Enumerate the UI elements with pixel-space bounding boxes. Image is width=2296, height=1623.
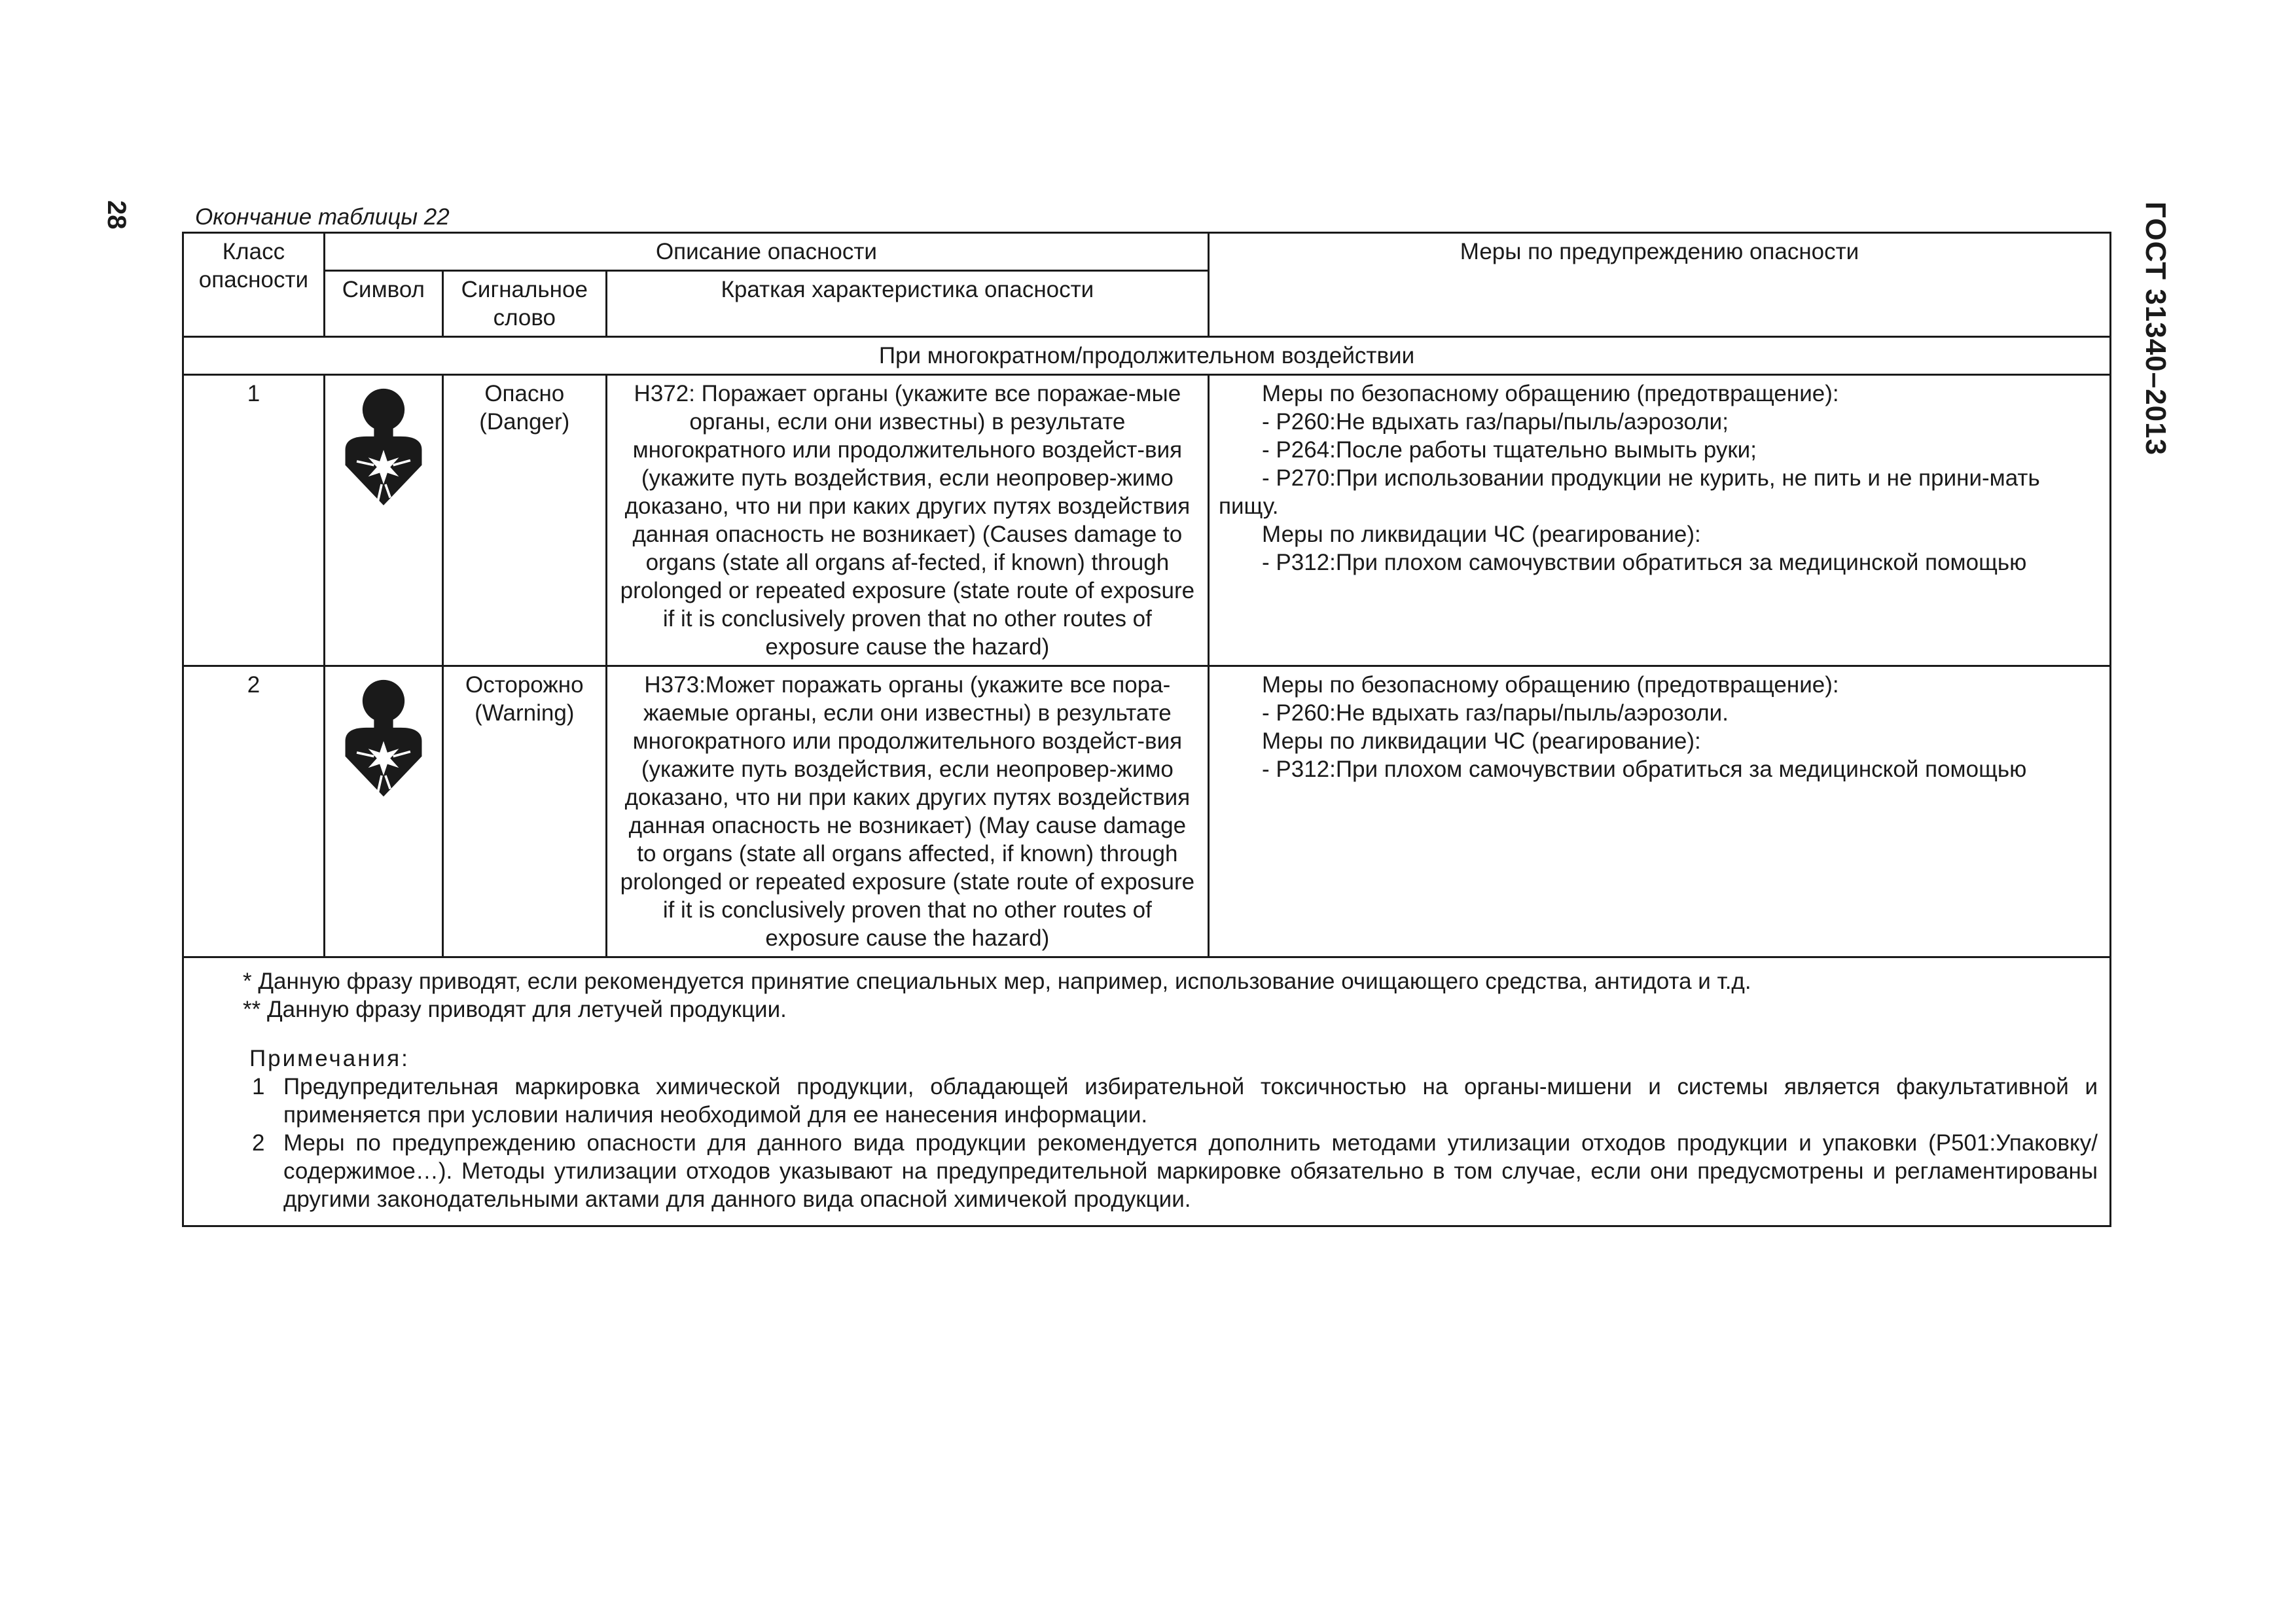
measure-line: - P260:Не вдыхать газ/пары/пыль/аэрозоли. (1262, 700, 1729, 726)
signal-cell: Осторожно (Warning) (442, 666, 606, 957)
measure-line: - P260:Не вдыхать газ/пары/пыль/аэрозоли; (1262, 409, 1729, 435)
measure-line: - P312:При плохом самочувствии обратиться за медицинской помощью (1262, 757, 2027, 782)
document-code: ГОСТ 31340–2013 (2140, 202, 2172, 456)
measure-line: Меры по безопасному обращению (предотвращение): (1262, 672, 1839, 698)
note-number: 2 (252, 1130, 265, 1156)
table-caption: Окончание таблицы 22 (195, 204, 450, 230)
hazard-table (182, 232, 2111, 1227)
section-row (183, 337, 2111, 375)
measure-line: - P264:После работы тщательно вымыть руки; (1262, 437, 1757, 463)
header-signal: Сигнальное слово (442, 271, 606, 337)
measures-cell (1209, 666, 2111, 957)
measure-line: - P270:При использовании продукции не курить, не пить и не прини-мать пищу. (1219, 465, 2040, 519)
class-cell: 2 (183, 666, 325, 957)
header-brief: Краткая характеристика опасности (606, 271, 1208, 337)
table-row (183, 666, 2111, 957)
symbol-cell (324, 375, 442, 666)
measures-cell (1209, 375, 2111, 666)
symbol-cell (324, 666, 442, 957)
footnote: * Данную фразу приводят, если рекомендуется принятие специальных мер, например, использование очищающего средства, антидота и т.д. (243, 969, 1751, 994)
measure-line: Меры по ликвидации ЧС (реагирование): (1262, 522, 1701, 547)
measure-line: - P312:При плохом самочувствии обратиться за медицинской помощью (1262, 550, 2027, 575)
measure-line: Меры по безопасному обращению (предотвращение): (1262, 381, 1839, 406)
header-measures: Меры по предупреждению опасности (1209, 233, 2111, 337)
notes-title: Примечания: (249, 1046, 410, 1071)
note-text: Меры по предупреждению опасности для данного вида продукции рекомендуется дополнить методами утилизации отходов продукции и упаковки (P501:Упаковку/содержимое…). Методы утилизации отходов указывают на предупредительной маркировке обязательно в том случае, если они предусмотрены и регламентированы другими законодательными актами для данного вида опасной химичекой продукции. (283, 1130, 2098, 1212)
note-item (196, 1129, 2098, 1213)
description-cell: H373:Может поражать органы (укажите все пора-жаемые органы, если они известны) в результате многократного или продолжительного воздейст-вия (укажите путь воздействия, если неопровер-жимо доказано, что ни при каких других путях воздействия данная опасность не возникает) (May cause damage to organs (state all organs affected, if known) through prolonged or repeated exposure (state route of exposure if it is conclusively proven that no other routes of exposure cause the hazard) (606, 666, 1208, 957)
description-cell: H372: Поражает органы (укажите все поражае-мые органы, если они известны) в результате многократного или продолжительного воздейст-вия (укажите путь воздействия, если неопровер-жимо доказано, что ни при каких других путях воздействия данная опасность не возникает) (Causes damage to organs (state all organs af-fected, if known) through prolonged or repeated exposure (state route of exposure if it is conclusively proven that no other routes of exposure cause the hazard) (606, 375, 1208, 666)
section-title: При многократном/продолжительном воздействии (183, 337, 2111, 375)
footnote: ** Данную фразу приводят для летучей продукции. (243, 997, 787, 1022)
header-class: Класс опасности (183, 233, 325, 337)
note-number: 1 (252, 1074, 265, 1099)
header-description: Описание опасности (324, 233, 1208, 271)
header-symbol: Символ (324, 271, 442, 337)
class-cell: 1 (183, 375, 325, 666)
note-item (196, 1073, 2098, 1129)
footnotes-row (183, 957, 2111, 1226)
note-text: Предупредительная маркировка химической продукции, обладающей избирательной токсичностью на органы-мишени и системы является факультативной и применяется при условии наличия необходимой для ее нанесения информации. (283, 1074, 2098, 1128)
footnotes-cell (183, 957, 2111, 1226)
health-hazard-icon (334, 676, 433, 800)
page-number: 28 (102, 200, 131, 230)
table-row (183, 375, 2111, 666)
signal-cell: Опасно (Danger) (442, 375, 606, 666)
header-row-1 (183, 233, 2111, 271)
measure-line: Меры по ликвидации ЧС (реагирование): (1262, 728, 1701, 754)
health-hazard-icon (334, 385, 433, 509)
